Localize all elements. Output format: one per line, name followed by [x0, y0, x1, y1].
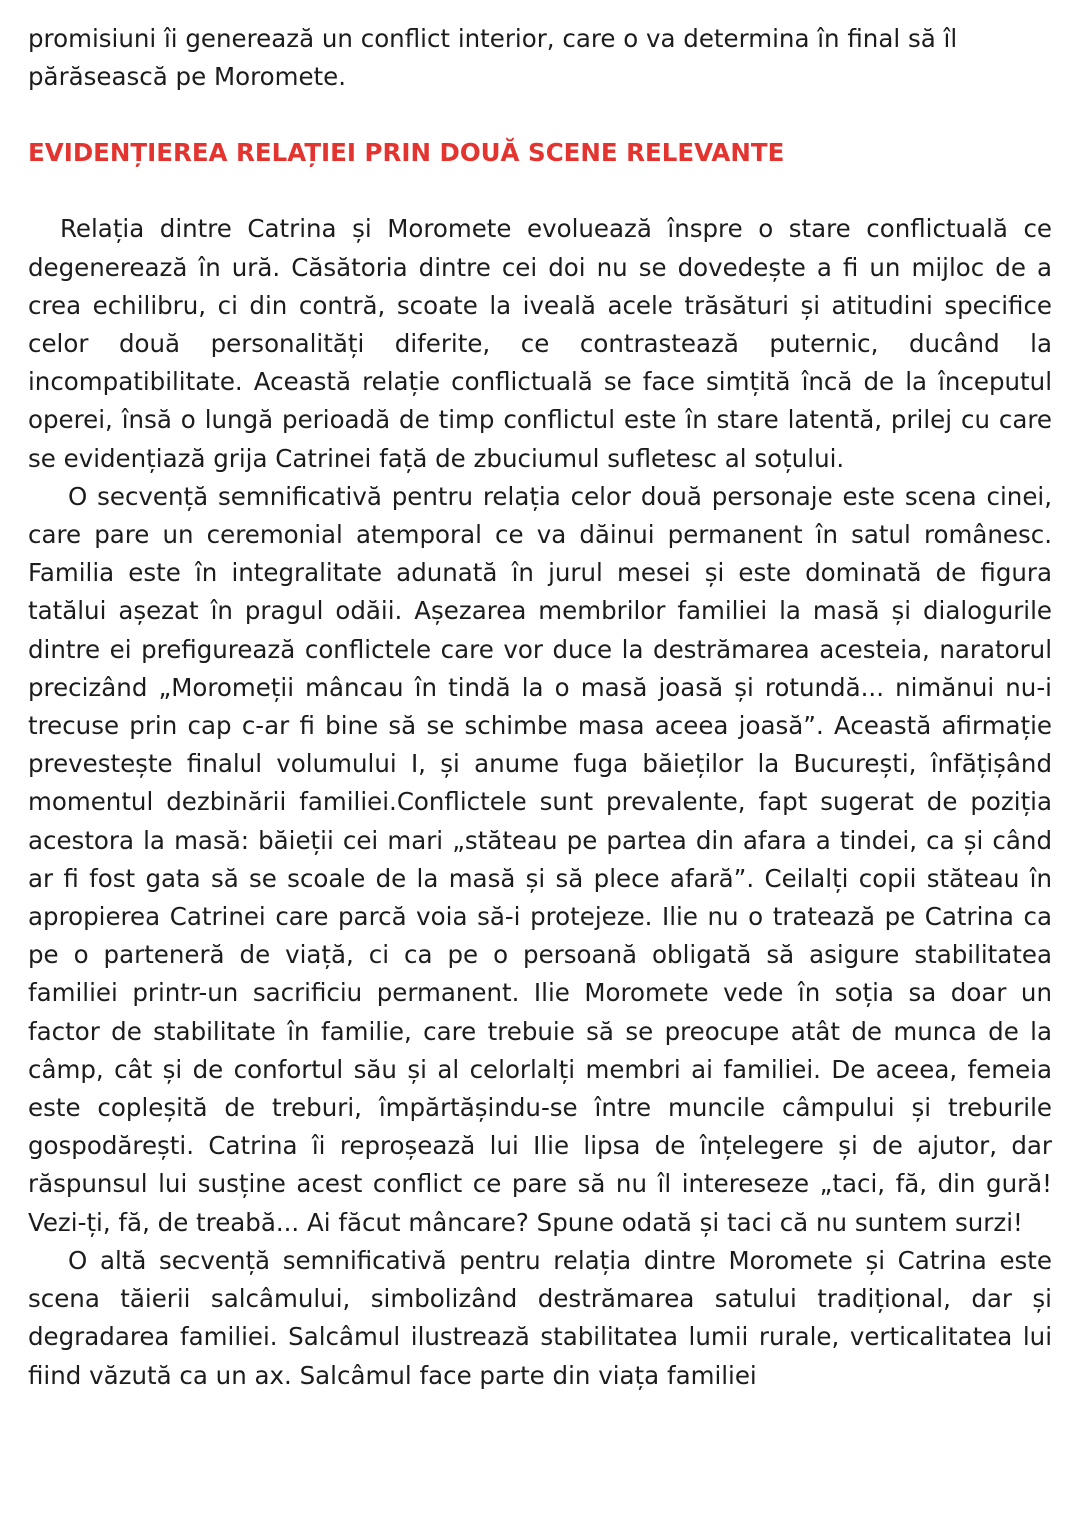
- paragraph-acacia-scene: O altă secvență semnificativă pentru relația dintre Moromete și Catrina este scena tăierii salcâmului, simbolizând destrămarea satului tradițional, dar și degradarea familiei. Salcâmul ilustrează stabilitatea lumii rurale, verticalitatea lui fiind văzută ca un ax. Salcâmul face parte din viața familiei: [28, 1245, 1052, 1390]
- paragraph-relationship-evolution: Relația dintre Catrina și Moromete evoluează înspre o stare conflictuală ce degenerează în ură. Căsătoria dintre cei doi nu se dovedește a fi un mijloc de a crea echilibru, ci din contră, scoate la iveală acele trăsături și atitudini specifice celor două personalități diferite, ce contrastează puternic, ducând la incompatibilitate. Această relație conflictuală se face simțită încă de la începutul operei, însă o lungă perioadă de timp conflictul este în stare latentă, prilej cu care se evidențiază grija Catrinei față de zbuciumul sufletesc al soțului.: [28, 214, 1052, 473]
- spacer: [28, 172, 1052, 210]
- document-page: [28, 20, 1052, 1395]
- opening-paragraph: promisiuni îi generează un conflict interior, care o va determina în final să îl părăsească pe Moromete.: [28, 24, 958, 92]
- paragraph-dinner-scene: O secvență semnificativă pentru relația celor două personaje este scena cinei, care pare un ceremonial atemporal ce va dăinui permanent în satul românesc. Familia este în integralitate adunată în jurul mesei și este dominată de figura tatălui așezat în pragul odăii. Așezarea membrilor familiei la masă și dialogurile dintre ei prefigurează conflictele care vor duce la destrămarea acesteia, naratorul precizând „Moromeții mâncau în tindă la o masă joasă și rotundă... nimănui nu-i trecuse prin cap c-ar fi bine să se schimbe masa aceea joasă”. Această afirmație prevestește finalul volumului I, și anume fuga băieților la București, înfățișând momentul dezbinării familiei.Conflictele sunt prevalente, fapt sugerat de poziția acestora la masă: băieții cei mari „stăteau pe partea din afara a tindei, ca și când ar fi fost gata să se scoale de la masă și să plece afară”. Ceilalți copii stăteau în apropierea Catrinei care parcă voia să-i protejeze. Ilie nu o tratează pe Catrina ca pe o parteneră de viață, ci ca pe o persoană obligată să asigure stabilitatea familiei printr-un sacrificiu permanent. Ilie Moromete vede în soția sa doar un factor de stabilitate în familie, care trebuie să se preocupe atât de munca de la câmp, cât și de confortul său și al celorlalți membri ai familiei. De aceea, femeia este copleșită de treburi, împărtășindu-se între muncile câmpului și treburile gospodărești. Catrina îi reproșează lui Ilie lipsa de înțelegere și de ajutor, dar răspunsul lui susține acest conflict ce pare să nu îl intereseze „taci, fă, din gură! Vezi-ți, fă, de treabă... Ai făcut mâncare? Spune odată și taci că nu suntem surzi!: [28, 481, 1052, 1237]
- section-heading: EVIDENȚIEREA RELAȚIEI PRIN DOUĂ SCENE RELEVANTE: [28, 138, 785, 168]
- spacer: [28, 96, 1052, 134]
